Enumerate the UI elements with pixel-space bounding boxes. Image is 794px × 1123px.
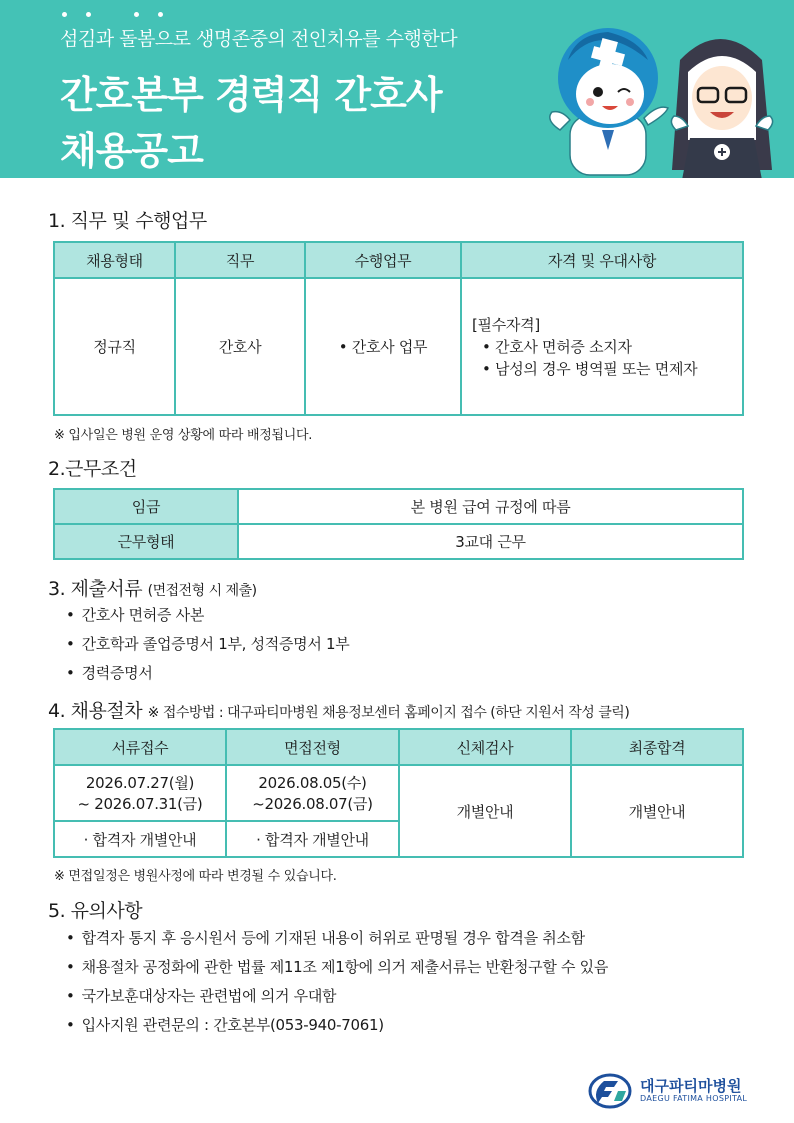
mascot-illustration	[540, 20, 790, 178]
section1-title: 1. 직무 및 수행업무	[48, 210, 207, 232]
slogan-dots	[62, 12, 182, 22]
job-table	[53, 241, 744, 416]
process-table	[53, 728, 744, 858]
conditions-label: 근무형태	[54, 524, 238, 559]
header-banner	[0, 0, 794, 178]
job-duty: • 간호사 업무	[305, 278, 461, 415]
section5-title: 5. 유의사항	[48, 900, 143, 922]
physical-exam: 개별안내	[399, 765, 571, 857]
process-header: 서류접수	[54, 729, 226, 765]
list-item: • 입사지원 관련문의 : 간호본부(053-940-7061)	[66, 1011, 608, 1040]
section3-title-text: 3. 제출서류	[48, 578, 143, 600]
hospital-logo-icon	[588, 1073, 634, 1109]
doc-dates	[54, 765, 226, 821]
qual-item: • 간호사 면허증 소지자	[482, 337, 632, 356]
section4-title	[48, 696, 629, 723]
qual-item: • 남성의 경우 병역필 또는 면제자	[482, 359, 698, 378]
job-header-job: 직무	[175, 242, 305, 278]
list-item: • 채용절차 공정화에 관한 법률 제11조 제1항에 의거 제출서류는 반환청구할 수 있음	[66, 953, 608, 982]
list-item: • 간호학과 졸업증명서 1부, 성적증명서 1부	[66, 630, 349, 659]
hospital-logo	[588, 1073, 768, 1109]
list-item: • 경력증명서	[66, 659, 349, 688]
process-header: 면접전형	[226, 729, 399, 765]
section4-note: ※ 면접일정은 병원사정에 따라 변경될 수 있습니다.	[54, 869, 337, 884]
job-name: 간호사	[175, 278, 305, 415]
interview-notice: · 합격자 개별안내	[226, 821, 399, 857]
interview-date-start: 2026.08.05(수)	[258, 774, 367, 792]
conditions-value: 3교대 근무	[238, 524, 743, 559]
hospital-name-en: DAEGU FATIMA HOSPITAL	[640, 1094, 748, 1103]
mascot-doctor-icon	[550, 28, 668, 175]
section4-title-text: 4. 채용절차	[48, 700, 143, 722]
job-header-duty: 수행업무	[305, 242, 461, 278]
section4-subtitle: ※ 접수방법 : 대구파티마병원 채용정보센터 홈페이지 접수 (하단 지원서 작성 클릭)	[147, 705, 630, 721]
section2-title: 2.근무조건	[48, 458, 137, 480]
doc-notice: · 합격자 개별안내	[54, 821, 226, 857]
slogan: 섬김과 돌봄으로 생명존중의 전인치유를 수행한다	[60, 28, 458, 50]
conditions-label: 임금	[54, 489, 238, 524]
section3-title	[48, 574, 257, 601]
documents-list	[66, 601, 349, 688]
mascot-nun-icon	[671, 39, 772, 178]
conditions-value: 본 병원 급여 규정에 따름	[238, 489, 743, 524]
qualification-cell	[461, 278, 743, 415]
employment-type: 정규직	[54, 278, 175, 415]
job-header-qualification: 자격 및 우대사항	[461, 242, 743, 278]
process-header: 최종합격	[571, 729, 743, 765]
list-item: • 간호사 면허증 사본	[66, 601, 349, 630]
job-header-type: 채용형태	[54, 242, 175, 278]
notices-list	[66, 924, 608, 1040]
section3-subtitle: (면접전형 시 제출)	[147, 583, 257, 599]
section1-note: ※ 입사일은 병원 운영 상황에 따라 배정됩니다.	[54, 428, 313, 443]
final-pass: 개별안내	[571, 765, 743, 857]
qual-heading: [필수자격]	[472, 315, 540, 334]
page-title-line2: 채용공고	[60, 129, 203, 173]
list-item: • 합격자 통지 후 응시원서 등에 기재된 내용이 허위로 판명될 경우 합격을 취소함	[66, 924, 608, 953]
interview-date-end: ~2026.08.07(금)	[252, 795, 373, 813]
conditions-table	[53, 488, 744, 560]
process-header: 신체검사	[399, 729, 571, 765]
list-item: • 국가보훈대상자는 관련법에 의거 우대함	[66, 982, 608, 1011]
interview-dates	[226, 765, 399, 821]
page-title-line1: 간호본부 경력직 간호사	[60, 73, 442, 117]
doc-date-end: ~ 2026.07.31(금)	[77, 795, 203, 813]
doc-date-start: 2026.07.27(월)	[85, 774, 195, 792]
hospital-name-kr: 대구파티마병원	[640, 1077, 742, 1095]
